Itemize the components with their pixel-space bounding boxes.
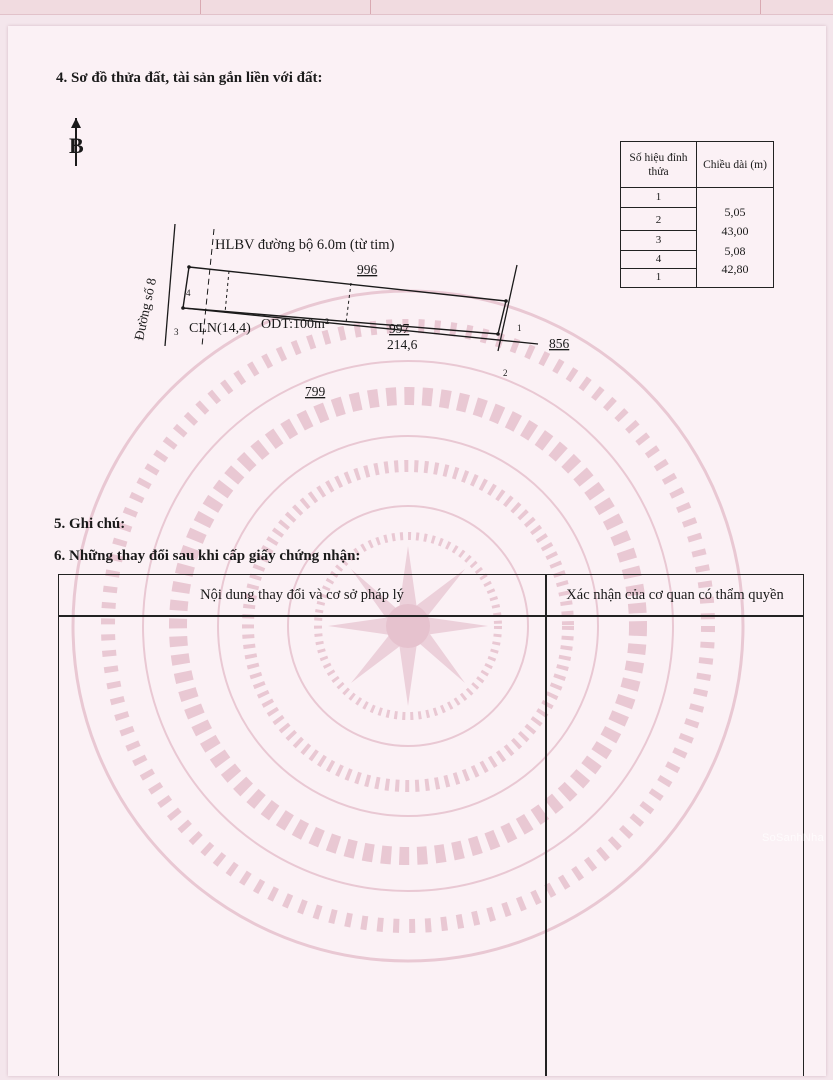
- road-corridor-label: HLBV đường bộ 6.0m (từ tim): [215, 237, 395, 253]
- changes-table: [58, 574, 804, 1076]
- section-6-title: 6. Những thay đổi sau khi cấp giấy chứng nhận:: [54, 548, 361, 564]
- vertex-cell: 4: [655, 253, 662, 265]
- certificate-page: [8, 26, 826, 1076]
- col-vertex-header: Số hiệu đỉnh thửa: [621, 142, 697, 187]
- top-page-edge: [0, 0, 833, 15]
- vertex-cell: 2: [655, 214, 662, 226]
- north-arrow-icon: [66, 118, 86, 168]
- street-name-label: Đường số 8: [131, 276, 160, 342]
- vertex-3-label: 3: [174, 327, 179, 337]
- vertex-2-label: 2: [503, 368, 508, 378]
- parcel-856-label: 856: [549, 336, 570, 351]
- vertex-cell: 3: [655, 234, 662, 246]
- odt-split-line: [346, 283, 351, 323]
- vertex-cell: 1: [655, 191, 662, 203]
- length-cell: 42,80: [721, 262, 749, 276]
- parcel-map: [113, 201, 573, 411]
- parcel-997-label: 997: [389, 321, 410, 336]
- confirmation-column-header: Xác nhận của cơ quan có thẩm quyền: [566, 586, 784, 603]
- vertex-4-label: 4: [186, 288, 191, 298]
- cln-split-line: [225, 271, 229, 313]
- section-4-title: 4. Sơ đồ thửa đất, tài sản gắn liền với đất:: [56, 70, 323, 86]
- boundary-length-table: [620, 141, 774, 288]
- section-5-title: 5. Ghi chú:: [54, 516, 126, 532]
- col-length-header: Chiều dài (m): [703, 158, 767, 171]
- edge-segment: [200, 0, 371, 14]
- parcel-799-label: 799: [305, 384, 326, 399]
- length-cell: 43,00: [721, 224, 749, 238]
- odt-area-label: ODT:100m²: [261, 317, 330, 332]
- content-column-header: Nội dung thay đổi và cơ sở pháp lý: [200, 586, 404, 603]
- east-boundary-line: [498, 265, 517, 351]
- watermark-brand: SoSanhNha: [761, 832, 824, 844]
- parcel-997-area: 214,6: [387, 337, 418, 352]
- length-cell: 5,08: [724, 244, 746, 258]
- edge-segment: [0, 0, 201, 14]
- vertex-cell: 1: [655, 271, 662, 283]
- parcel-996-label: 996: [357, 262, 378, 277]
- cln-area-label: CLN(14,4): [189, 321, 251, 336]
- north-symbol: B: [69, 133, 84, 158]
- edge-segment: [370, 0, 761, 14]
- vertex-1-label: 1: [517, 323, 522, 333]
- length-cell: 5,05: [724, 205, 746, 219]
